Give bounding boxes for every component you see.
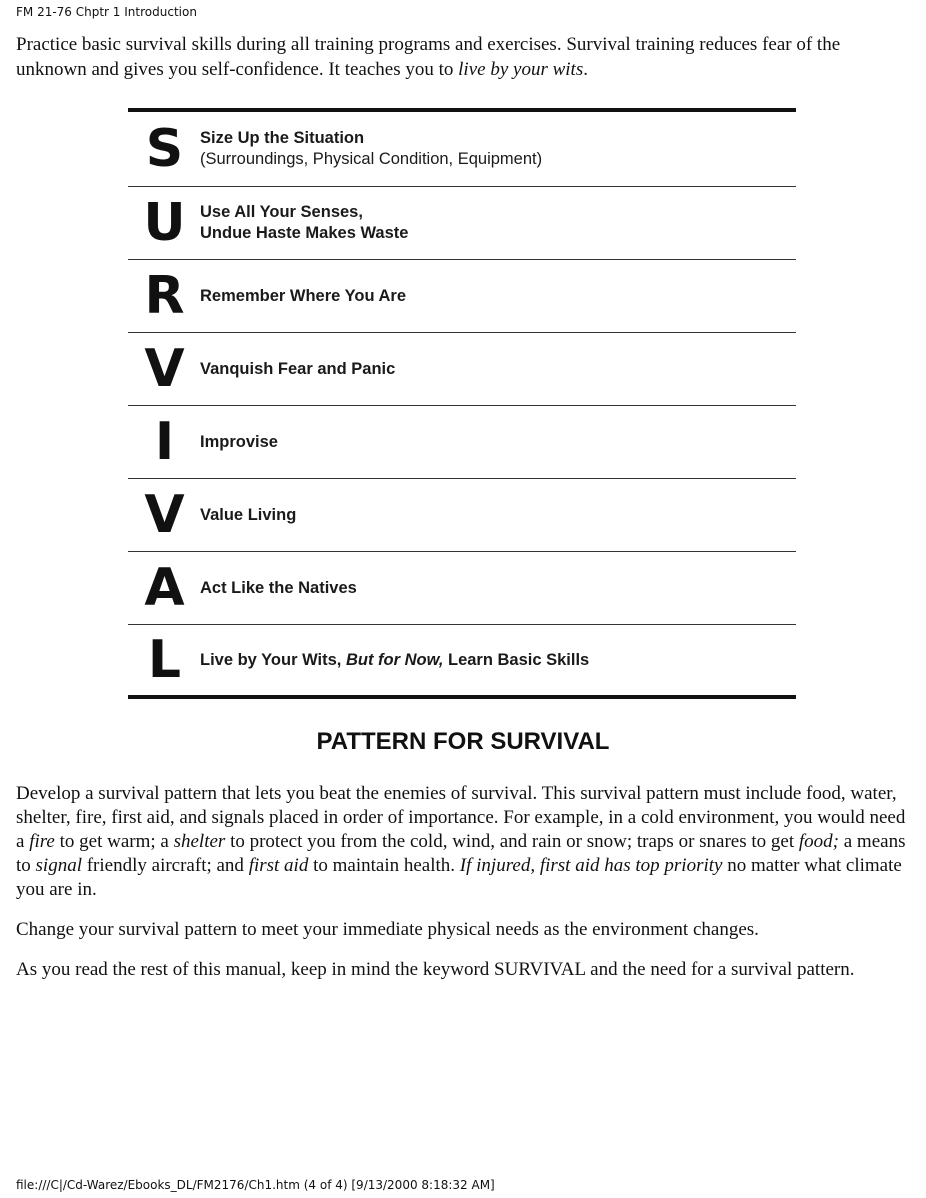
acronym-description: Vanquish Fear and Panic (200, 359, 396, 378)
text: no matter what climate you are in. (16, 855, 902, 900)
emphasis: signal (35, 855, 82, 876)
pattern-paragraph (16, 782, 912, 902)
intro-text: Practice basic survival skills during all training programs and exercises. Survival training reduces fear of the unknown and gives you self-confidence. It teaches you to (16, 34, 841, 80)
acronym-text: Live by Your Wits, (200, 650, 346, 669)
acronym-letter: V (144, 485, 184, 545)
acronym-row-a (128, 552, 796, 625)
acronym-description (200, 202, 408, 244)
acronym-row-u (128, 187, 796, 260)
acronym-row-v (128, 333, 796, 406)
acronym-subline: (Surroundings, Physical Condition, Equipment) (200, 150, 543, 168)
acronym-line: Undue Haste Makes Waste (200, 224, 409, 242)
acronym-text: Learn Basic Skills (443, 650, 590, 669)
survival-acronym-table (128, 108, 796, 699)
acronym-emphasis: But for Now, (345, 650, 444, 669)
acronym-line: Size Up the Situation (200, 129, 365, 147)
acronym-description: Act Like the Natives (200, 578, 357, 597)
acronym-description (200, 650, 589, 671)
emphasis: If injured, first aid has top priority (459, 855, 723, 876)
text: to get warm; a (54, 831, 174, 852)
intro-emphasis: live by your wits (458, 59, 584, 80)
text: Develop a survival pattern that lets you beat the enemies of survival. This survival pattern must include food, water, shelter, fire, first aid, and signals placed in order of importance. For example, in a cold environment, you would need a (16, 783, 906, 852)
acronym-description: Remember Where You Are (200, 286, 407, 305)
acronym-letter: S (145, 119, 183, 179)
acronym-row-v2 (128, 479, 796, 552)
emphasis: shelter (173, 831, 226, 852)
change-pattern-paragraph: Change your survival pattern to meet your immediate physical needs as the environment changes. (16, 919, 759, 940)
acronym-description (200, 128, 542, 170)
acronym-letter: A (144, 558, 184, 618)
acronym-line: Use All Your Senses, (200, 203, 363, 221)
emphasis: fire (29, 831, 55, 852)
acronym-row-r (128, 260, 796, 333)
keyword-paragraph: As you read the rest of this manual, keep in mind the keyword SURVIVAL and the need for a survival pattern. (16, 959, 855, 980)
text: to protect you from the cold, wind, and rain or snow; traps or snares to get (225, 831, 799, 852)
acronym-letter: L (147, 630, 181, 690)
text: to maintain health. (308, 855, 460, 876)
acronym-description: Improvise (200, 432, 278, 451)
emphasis: first aid (248, 855, 309, 876)
page-footer: file:///C|/Cd-Warez/Ebooks_DL/FM2176/Ch1.htm (4 of 4) [9/13/2000 8:18:32 AM] (16, 1178, 495, 1192)
acronym-letter: I (154, 412, 174, 472)
page-header: FM 21-76 Chptr 1 Introduction (16, 5, 197, 19)
acronym-description: Value Living (200, 505, 297, 524)
intro-paragraph (16, 32, 912, 82)
acronym-row-i (128, 406, 796, 479)
intro-text-end: . (583, 59, 588, 80)
emphasis: food; (798, 831, 839, 852)
text: friendly aircraft; and (81, 855, 249, 876)
section-title: PATTERN FOR SURVIVAL (316, 728, 610, 755)
acronym-letter: V (144, 339, 184, 399)
acronym-letter: R (144, 266, 184, 326)
acronym-row-l (128, 625, 796, 699)
text: a means to (16, 831, 906, 876)
acronym-letter: U (143, 193, 185, 253)
acronym-row-s (128, 112, 796, 187)
